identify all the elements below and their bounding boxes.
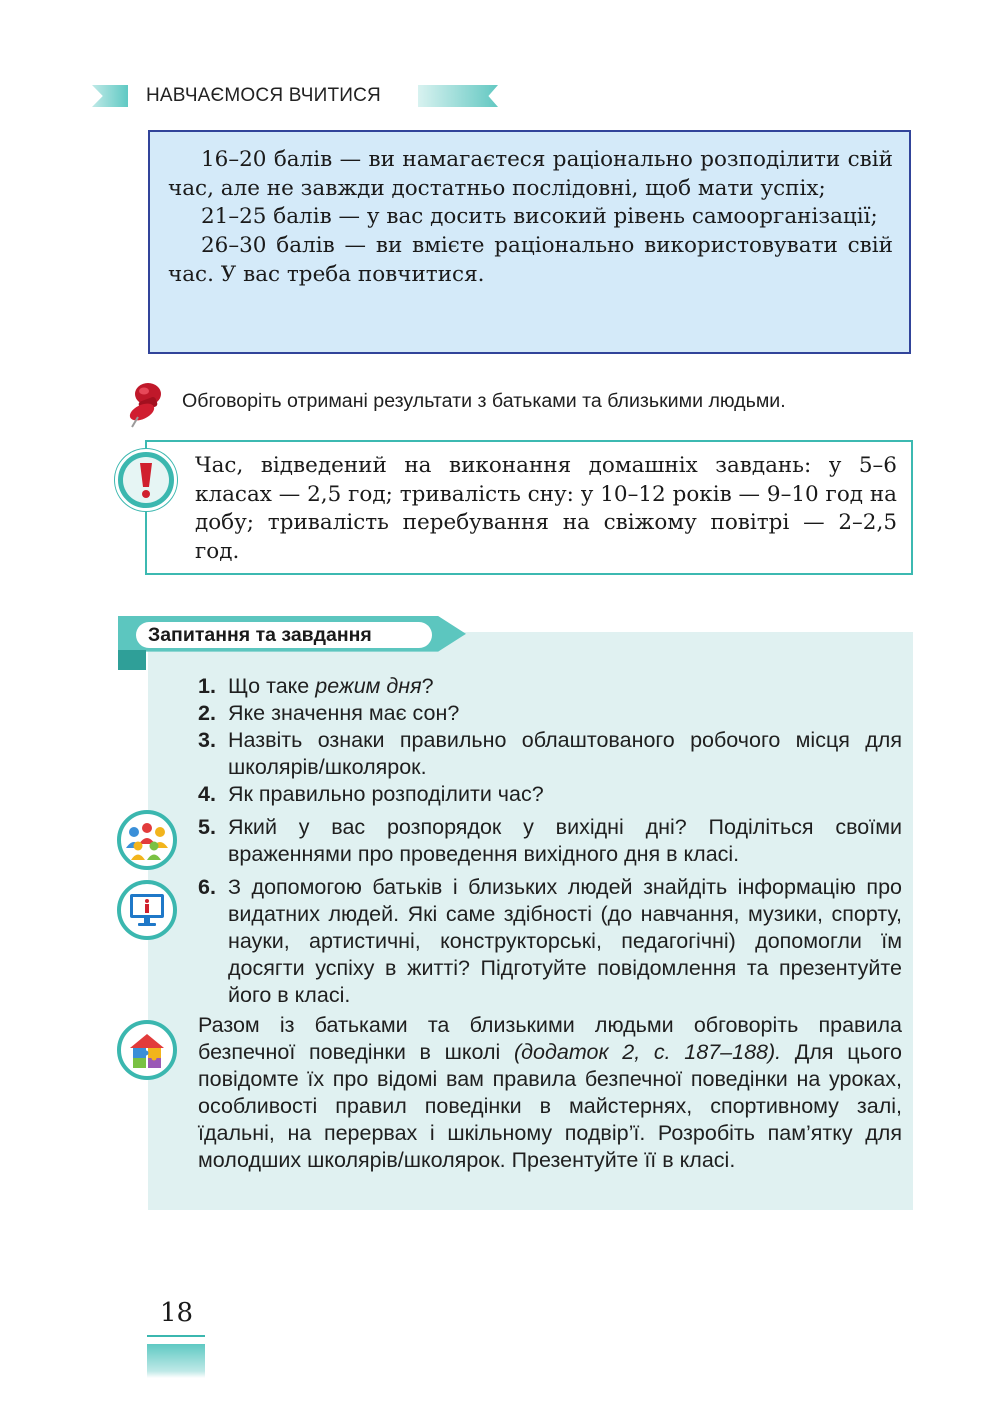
questions-list	[198, 673, 902, 1009]
page-number-underline	[147, 1335, 205, 1337]
discussion-note: Обговоріть отримані результати з батьками та близькими людьми.	[182, 390, 786, 412]
pushpin-icon	[124, 381, 168, 429]
question-text: Як правильно розподілити час?	[228, 782, 544, 806]
exclamation-icon	[136, 461, 156, 499]
question-number: 4.	[198, 782, 216, 806]
questions-heading: Запитання та завдання	[148, 624, 372, 646]
score-box	[148, 130, 911, 354]
header-decor-left	[92, 85, 128, 107]
question-item	[198, 700, 902, 727]
question-text: Назвіть ознаки правильно облаштованого робочого місця для школярів/школярок.	[228, 728, 902, 779]
safety-rules-task	[198, 1012, 902, 1174]
header-decor-right	[418, 85, 498, 107]
question-item	[198, 781, 902, 808]
task-text-end: Для цього повідомте їх про відомі вам правила безпечної поведінки на уроках, особливості правил поведінки в майстернях, спортивному залі, їдальні, на перервах і шкільному подвір’ї. Розробіть пам’ятку для молодших школярів/школярок. Презентуйте її в класі.	[198, 1040, 903, 1172]
question-item	[198, 814, 902, 868]
question-term: режим дня	[315, 674, 422, 698]
important-info-text: Час, відведений на виконання домашніх завдань: у 5–6 класах — 2,5 год; тривалість сну: у 10–12 років — 9–10 год на добу; тривалість перебування на свіжому повітрі — 2–2,5 год.	[195, 453, 897, 564]
score-range-16-20: 16–20 балів — ви намагаєтеся раціонально розподілити свій час, але не завжди достатньо послідовні, щоб мати успіх;	[168, 147, 893, 201]
group-work-icon	[117, 810, 177, 870]
question-text: Яке значення має сон?	[228, 701, 460, 725]
puzzle-house-icon	[117, 1020, 177, 1080]
question-number: 1.	[198, 674, 216, 698]
question-text: З допомогою батьків і близьких людей знайдіть інформацію про видатних людей. Які саме здібності (до навчання, музики, спорту, науки, артистичні, конструкторські, педагогічні) допомогли їм досягти успіху в житті? Підготуйте повідомлення та презентуйте його в класі.	[228, 875, 902, 1007]
section-title: НАВЧАЄМОСЯ ВЧИТИСЯ	[146, 85, 381, 106]
page-number: 18	[160, 1298, 194, 1328]
question-item	[198, 727, 902, 781]
questions-heading-fold	[118, 650, 146, 670]
question-number: 3.	[198, 728, 216, 752]
important-info-box	[145, 440, 913, 575]
task-text: Разом із батьками та близькими людьми обговоріть правила безпечної поведінки в школі	[198, 1013, 902, 1064]
score-range-21-25: 21–25 балів — у вас досить високий рівень самоорганізації;	[201, 204, 878, 230]
question-text: Який у вас розпорядок у вихідні дні? Поділіться своїми враженнями про проведення вихідного дня в класі.	[228, 815, 902, 866]
question-item	[198, 874, 902, 1009]
question-number: 6.	[198, 875, 216, 899]
question-text: Що таке	[228, 674, 316, 698]
exclamation-badge	[115, 449, 177, 511]
question-item	[198, 673, 902, 700]
appendix-reference: (додаток 2, с. 187–188).	[514, 1040, 782, 1064]
question-number: 2.	[198, 701, 216, 725]
score-range-26-30: 26–30 балів — ви вмієте раціонально використовувати свій час. У вас треба повчитися.	[168, 233, 893, 287]
question-number: 5.	[198, 815, 216, 839]
question-text-end: ?	[421, 674, 434, 698]
page-footer-bar	[147, 1344, 205, 1378]
info-computer-icon	[117, 880, 177, 940]
